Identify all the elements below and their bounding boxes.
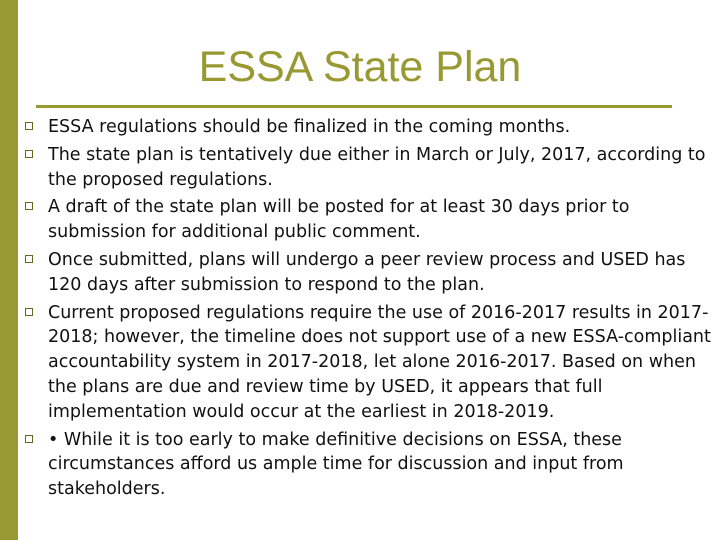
square-bullet-icon — [25, 202, 33, 210]
bullet-item — [25, 143, 715, 193]
bullet-text: • While it is too early to make definitive decisions on ESSA, these circumstances afford us ample time for discussion and input from stakeholders. — [48, 429, 624, 500]
square-bullet-icon — [25, 435, 33, 443]
title-divider — [36, 105, 672, 108]
bullet-item — [25, 195, 715, 245]
bullet-text: ESSA regulations should be finalized in the coming months. — [48, 117, 571, 137]
bullet-item — [25, 248, 715, 298]
square-bullet-icon — [25, 255, 33, 263]
bullet-text: Once submitted, plans will undergo a peer review process and USED has 120 days after submission to respond to the plan. — [48, 249, 686, 295]
square-bullet-icon — [25, 308, 33, 316]
bullet-item — [25, 115, 715, 140]
square-bullet-icon — [25, 122, 33, 130]
bullet-item — [25, 428, 715, 502]
bullet-text: A draft of the state plan will be posted for at least 30 days prior to submission for additional public comment. — [48, 197, 630, 243]
slide-title: ESSA State Plan — [198, 43, 522, 91]
square-bullet-icon — [25, 150, 33, 158]
bullet-text: The state plan is tentatively due either in March or July, 2017, according to the proposed regulations. — [48, 144, 706, 190]
bullet-text: Current proposed regulations require the use of 2016-2017 results in 2017-2018; however, the timeline does not support use of a new ESSA-compliant accountability system in 2017-2018, let alone 2016-2017. Based on when the plans are due and review time by USED, it appears that full implementation would occur at the earliest in 2018-2019. — [48, 302, 711, 422]
bullet-list — [25, 115, 715, 505]
bullet-item — [25, 301, 715, 425]
